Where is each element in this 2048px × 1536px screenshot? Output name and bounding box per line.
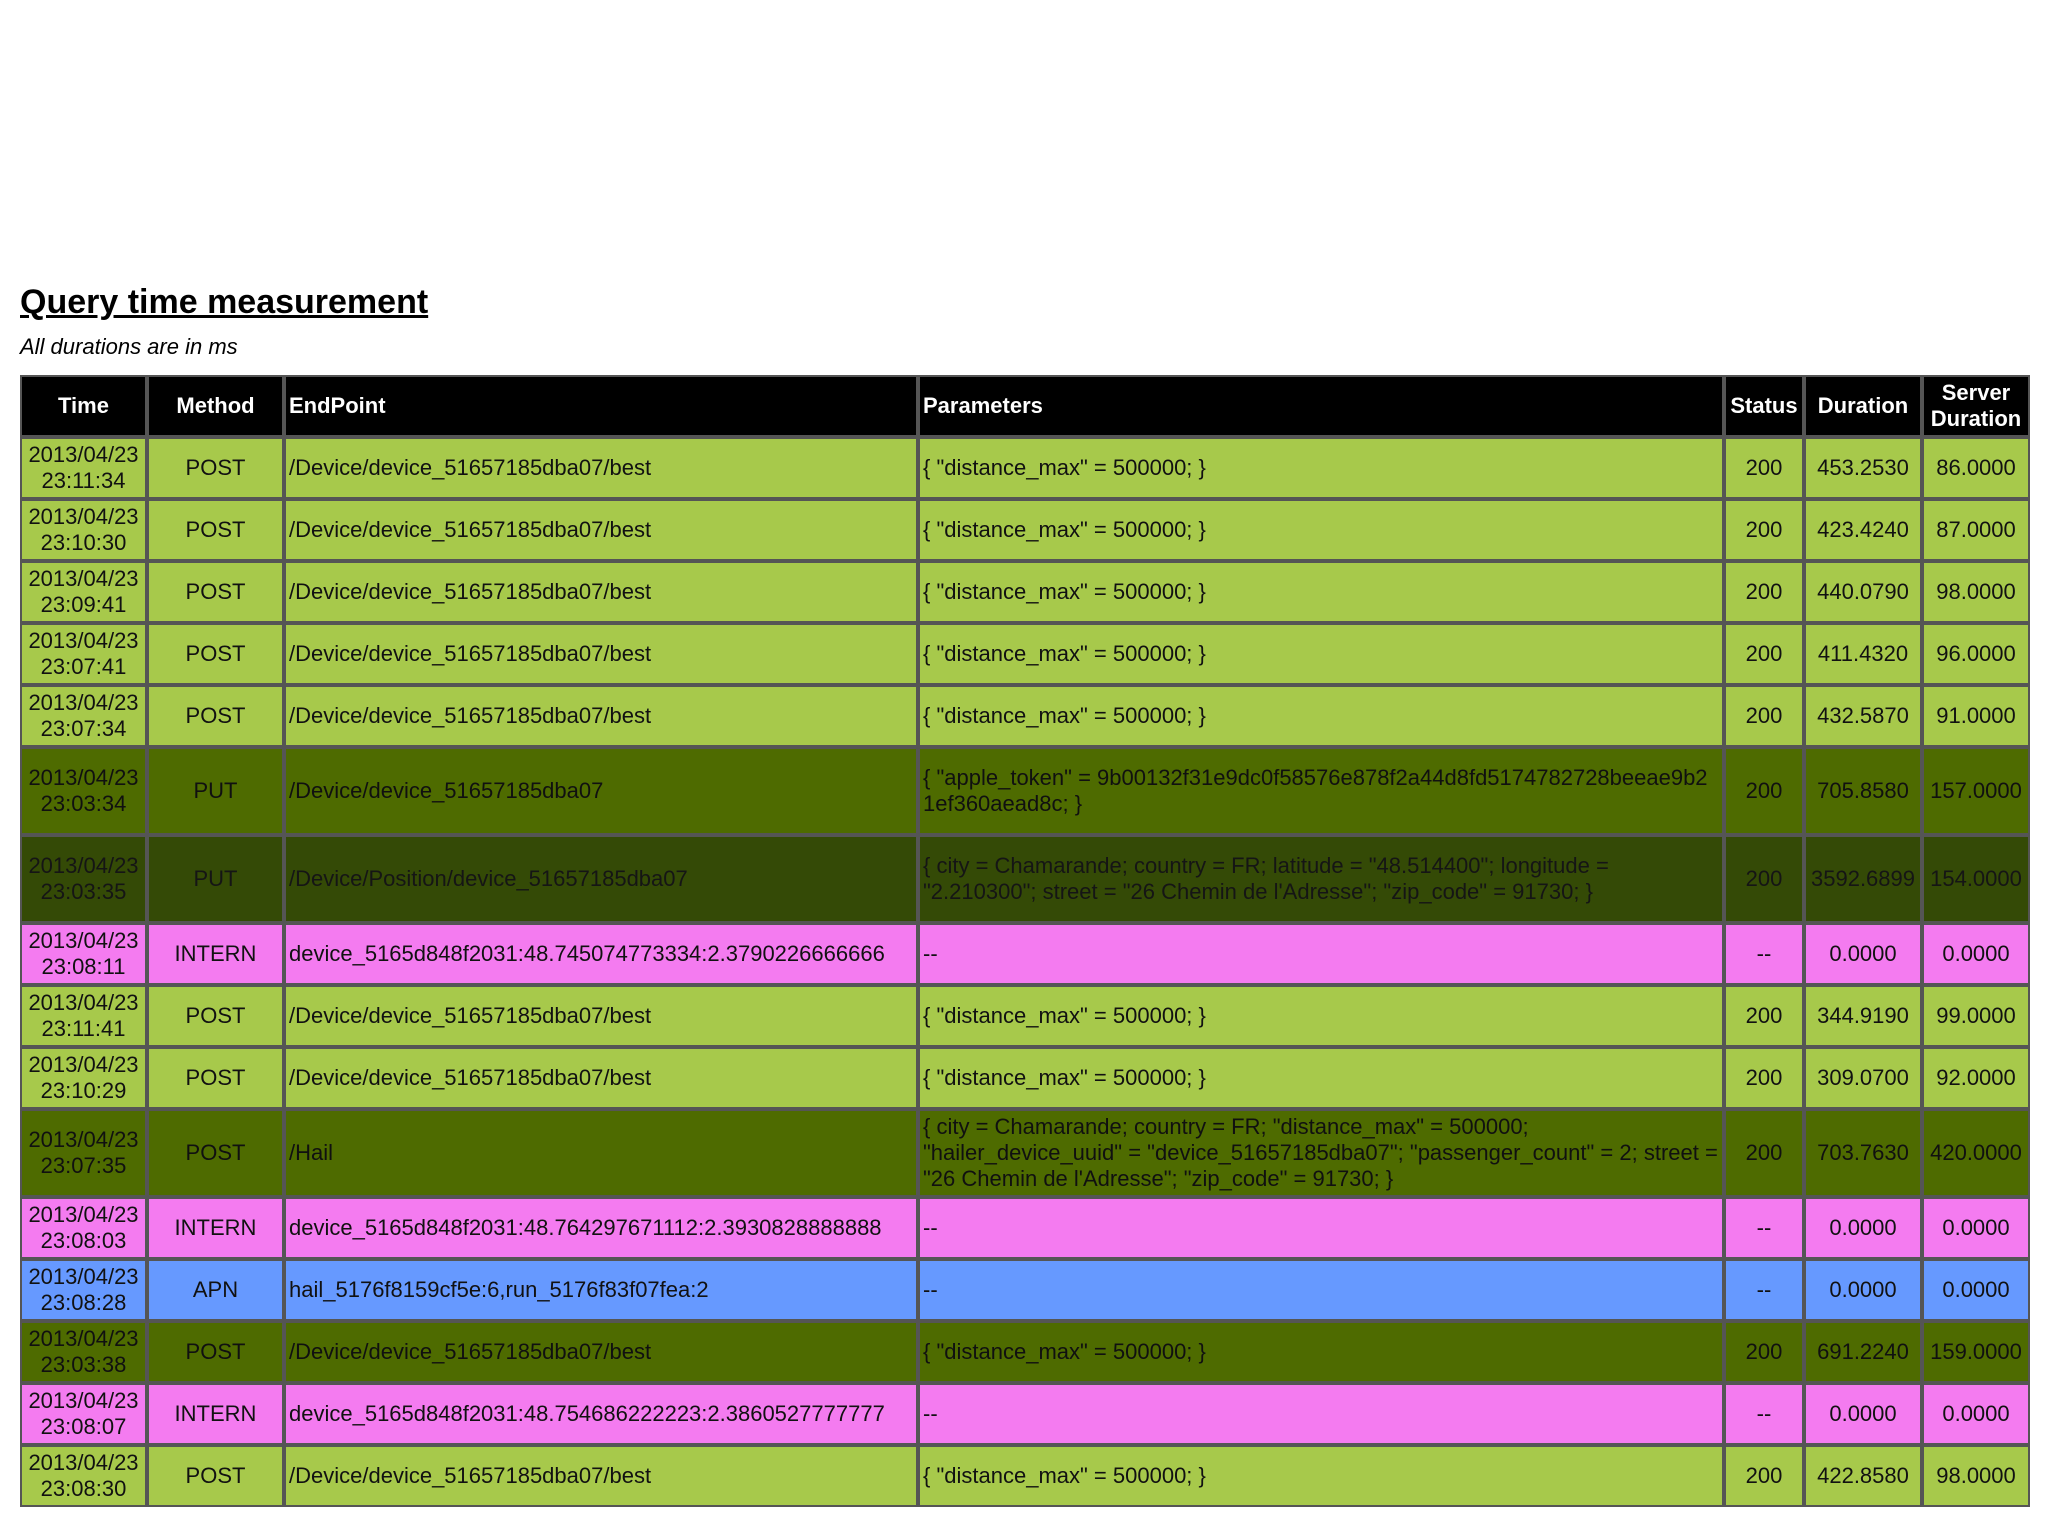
server-duration-cell: 0.0000 (1922, 1383, 2030, 1445)
date-text: 2013/04/23 (28, 1127, 139, 1152)
time-cell (20, 1197, 147, 1259)
time-cell (20, 1383, 147, 1445)
time-cell (20, 499, 147, 561)
time-cell (20, 1109, 147, 1197)
time-cell (20, 1445, 147, 1507)
duration-cell: 0.0000 (1804, 1259, 1922, 1321)
duration-cell: 0.0000 (1804, 923, 1922, 985)
header-status: Status (1724, 375, 1804, 437)
clock-text: 23:07:34 (40, 716, 127, 741)
time-cell (20, 1321, 147, 1383)
duration-cell: 3592.6899 (1804, 835, 1922, 923)
clock-text: 23:03:34 (40, 791, 127, 816)
parameters-cell: { "distance_max" = 500000; } (918, 685, 1724, 747)
status-cell: 200 (1724, 437, 1804, 499)
status-cell: 200 (1724, 561, 1804, 623)
method-cell: POST (147, 561, 284, 623)
table-row (20, 923, 2030, 985)
date-text: 2013/04/23 (28, 853, 139, 878)
time-cell (20, 685, 147, 747)
server-duration-cell: 159.0000 (1922, 1321, 2030, 1383)
date-text: 2013/04/23 (28, 1326, 139, 1351)
server-duration-cell: 154.0000 (1922, 835, 2030, 923)
page-title: Query time measurement (20, 283, 429, 321)
parameters-cell: { "distance_max" = 500000; } (918, 499, 1724, 561)
table-row (20, 747, 2030, 835)
endpoint-cell: /Device/device_51657185dba07/best (284, 499, 918, 561)
endpoint-cell: /Device/device_51657185dba07/best (284, 1047, 918, 1109)
header-duration: Duration (1804, 375, 1922, 437)
method-cell: PUT (147, 747, 284, 835)
endpoint-cell: device_5165d848f2031:48.754686222223:2.3860527777777 (284, 1383, 918, 1445)
endpoint-cell: /Device/device_51657185dba07/best (284, 623, 918, 685)
clock-text: 23:08:30 (40, 1476, 127, 1501)
date-text: 2013/04/23 (28, 1202, 139, 1227)
server-duration-cell: 87.0000 (1922, 499, 2030, 561)
header-method: Method (147, 375, 284, 437)
header-server-duration: Server Duration (1922, 375, 2030, 437)
endpoint-cell: /Device/Position/device_51657185dba07 (284, 835, 918, 923)
parameters-cell: -- (918, 923, 1724, 985)
duration-cell: 440.0790 (1804, 561, 1922, 623)
duration-cell: 703.7630 (1804, 1109, 1922, 1197)
table-row (20, 499, 2030, 561)
date-text: 2013/04/23 (28, 690, 139, 715)
clock-text: 23:11:34 (41, 468, 126, 493)
method-cell: POST (147, 1047, 284, 1109)
header-endpoint: EndPoint (284, 375, 918, 437)
server-duration-cell: 0.0000 (1922, 1197, 2030, 1259)
endpoint-cell: /Device/device_51657185dba07/best (284, 561, 918, 623)
time-cell (20, 747, 147, 835)
method-cell: PUT (147, 835, 284, 923)
table-row (20, 985, 2030, 1047)
table-row (20, 623, 2030, 685)
duration-cell: 422.8580 (1804, 1445, 1922, 1507)
query-table-container (20, 375, 2030, 1501)
endpoint-cell: /Hail (284, 1109, 918, 1197)
endpoint-cell: /Device/device_51657185dba07/best (284, 1445, 918, 1507)
method-cell: POST (147, 1445, 284, 1507)
status-cell: 200 (1724, 1109, 1804, 1197)
table-row (20, 1047, 2030, 1109)
parameters-cell: { "distance_max" = 500000; } (918, 1321, 1724, 1383)
date-text: 2013/04/23 (28, 1264, 139, 1289)
method-cell: POST (147, 1109, 284, 1197)
status-cell: -- (1724, 1259, 1804, 1321)
method-cell: APN (147, 1259, 284, 1321)
clock-text: 23:08:28 (40, 1290, 127, 1315)
clock-text: 23:03:35 (40, 879, 127, 904)
table-row (20, 437, 2030, 499)
duration-cell: 453.2530 (1804, 437, 1922, 499)
status-cell: 200 (1724, 685, 1804, 747)
duration-cell: 411.4320 (1804, 623, 1922, 685)
table-row (20, 1197, 2030, 1259)
clock-text: 23:10:30 (40, 530, 127, 555)
method-cell: POST (147, 685, 284, 747)
clock-text: 23:10:29 (40, 1078, 127, 1103)
server-duration-cell: 91.0000 (1922, 685, 2030, 747)
parameters-cell: -- (918, 1259, 1724, 1321)
duration-cell: 0.0000 (1804, 1383, 1922, 1445)
date-text: 2013/04/23 (28, 628, 139, 653)
time-cell (20, 835, 147, 923)
method-cell: INTERN (147, 923, 284, 985)
time-cell (20, 923, 147, 985)
duration-cell: 423.4240 (1804, 499, 1922, 561)
method-cell: POST (147, 499, 284, 561)
date-text: 2013/04/23 (28, 990, 139, 1015)
status-cell: 200 (1724, 499, 1804, 561)
status-cell: 200 (1724, 1321, 1804, 1383)
parameters-cell: { "distance_max" = 500000; } (918, 623, 1724, 685)
status-cell: -- (1724, 1197, 1804, 1259)
endpoint-cell: /Device/device_51657185dba07/best (284, 437, 918, 499)
page-subtitle: All durations are in ms (20, 334, 238, 359)
header-time: Time (20, 375, 147, 437)
duration-cell: 432.5870 (1804, 685, 1922, 747)
clock-text: 23:07:41 (40, 654, 127, 679)
time-cell (20, 1047, 147, 1109)
date-text: 2013/04/23 (28, 504, 139, 529)
status-cell: 200 (1724, 623, 1804, 685)
status-cell: 200 (1724, 985, 1804, 1047)
server-duration-cell: 92.0000 (1922, 1047, 2030, 1109)
server-duration-cell: 0.0000 (1922, 923, 2030, 985)
endpoint-cell: /Device/device_51657185dba07/best (284, 685, 918, 747)
endpoint-cell: device_5165d848f2031:48.745074773334:2.3790226666666 (284, 923, 918, 985)
table-header-row (20, 375, 2030, 437)
time-cell (20, 985, 147, 1047)
method-cell: POST (147, 1321, 284, 1383)
time-cell (20, 561, 147, 623)
method-cell: INTERN (147, 1197, 284, 1259)
parameters-cell: { "distance_max" = 500000; } (918, 1445, 1724, 1507)
endpoint-cell: hail_5176f8159cf5e:6,run_5176f83f07fea:2 (284, 1259, 918, 1321)
status-cell: -- (1724, 1383, 1804, 1445)
table-row (20, 685, 2030, 747)
date-text: 2013/04/23 (28, 566, 139, 591)
parameters-cell: -- (918, 1383, 1724, 1445)
date-text: 2013/04/23 (28, 765, 139, 790)
clock-text: 23:08:11 (41, 954, 126, 979)
clock-text: 23:08:07 (40, 1414, 127, 1439)
date-text: 2013/04/23 (28, 1450, 139, 1475)
table-row (20, 1109, 2030, 1197)
server-duration-cell: 96.0000 (1922, 623, 2030, 685)
endpoint-cell: device_5165d848f2031:48.764297671112:2.3930828888888 (284, 1197, 918, 1259)
server-duration-cell: 86.0000 (1922, 437, 2030, 499)
duration-cell: 691.2240 (1804, 1321, 1922, 1383)
duration-cell: 0.0000 (1804, 1197, 1922, 1259)
time-cell (20, 623, 147, 685)
server-duration-cell: 0.0000 (1922, 1259, 2030, 1321)
method-cell: POST (147, 985, 284, 1047)
header-parameters: Parameters (918, 375, 1724, 437)
duration-cell: 309.0700 (1804, 1047, 1922, 1109)
server-duration-cell: 157.0000 (1922, 747, 2030, 835)
table-row (20, 1259, 2030, 1321)
table-row (20, 561, 2030, 623)
method-cell: POST (147, 623, 284, 685)
clock-text: 23:11:41 (41, 1016, 126, 1041)
table-row (20, 1445, 2030, 1507)
parameters-cell: { "distance_max" = 500000; } (918, 1047, 1724, 1109)
clock-text: 23:08:03 (40, 1228, 127, 1253)
server-duration-cell: 98.0000 (1922, 561, 2030, 623)
date-text: 2013/04/23 (28, 1052, 139, 1077)
duration-cell: 344.9190 (1804, 985, 1922, 1047)
table-row (20, 835, 2030, 923)
status-cell: 200 (1724, 1445, 1804, 1507)
clock-text: 23:03:38 (40, 1352, 127, 1377)
method-cell: POST (147, 437, 284, 499)
parameters-cell: { city = Chamarande; country = FR; latitude = "48.514400"; longitude = "2.210300"; street = "26 Chemin de l'Adresse"; "zip_code" = 91730; } (918, 835, 1724, 923)
query-table (20, 375, 2030, 1507)
parameters-cell: { "apple_token" = 9b00132f31e9dc0f58576e878f2a44d8fd5174782728beeae9b21ef360aead8c; } (918, 747, 1724, 835)
endpoint-cell: /Device/device_51657185dba07/best (284, 985, 918, 1047)
status-cell: 200 (1724, 747, 1804, 835)
table-row (20, 1321, 2030, 1383)
status-cell: 200 (1724, 1047, 1804, 1109)
date-text: 2013/04/23 (28, 1388, 139, 1413)
endpoint-cell: /Device/device_51657185dba07/best (284, 1321, 918, 1383)
clock-text: 23:09:41 (40, 592, 127, 617)
server-duration-cell: 99.0000 (1922, 985, 2030, 1047)
status-cell: 200 (1724, 835, 1804, 923)
status-cell: -- (1724, 923, 1804, 985)
parameters-cell: -- (918, 1197, 1724, 1259)
date-text: 2013/04/23 (28, 442, 139, 467)
parameters-cell: { "distance_max" = 500000; } (918, 985, 1724, 1047)
parameters-cell: { "distance_max" = 500000; } (918, 437, 1724, 499)
server-duration-cell: 98.0000 (1922, 1445, 2030, 1507)
parameters-cell: { city = Chamarande; country = FR; "distance_max" = 500000; "hailer_device_uuid" = "device_51657185dba07"; "passenger_count" = 2; street = "26 Chemin de l'Adresse"; "zip_code" = 91730; } (918, 1109, 1724, 1197)
clock-text: 23:07:35 (40, 1153, 127, 1178)
date-text: 2013/04/23 (28, 928, 139, 953)
method-cell: INTERN (147, 1383, 284, 1445)
table-row (20, 1383, 2030, 1445)
server-duration-cell: 420.0000 (1922, 1109, 2030, 1197)
parameters-cell: { "distance_max" = 500000; } (918, 561, 1724, 623)
endpoint-cell: /Device/device_51657185dba07 (284, 747, 918, 835)
duration-cell: 705.8580 (1804, 747, 1922, 835)
time-cell (20, 437, 147, 499)
time-cell (20, 1259, 147, 1321)
